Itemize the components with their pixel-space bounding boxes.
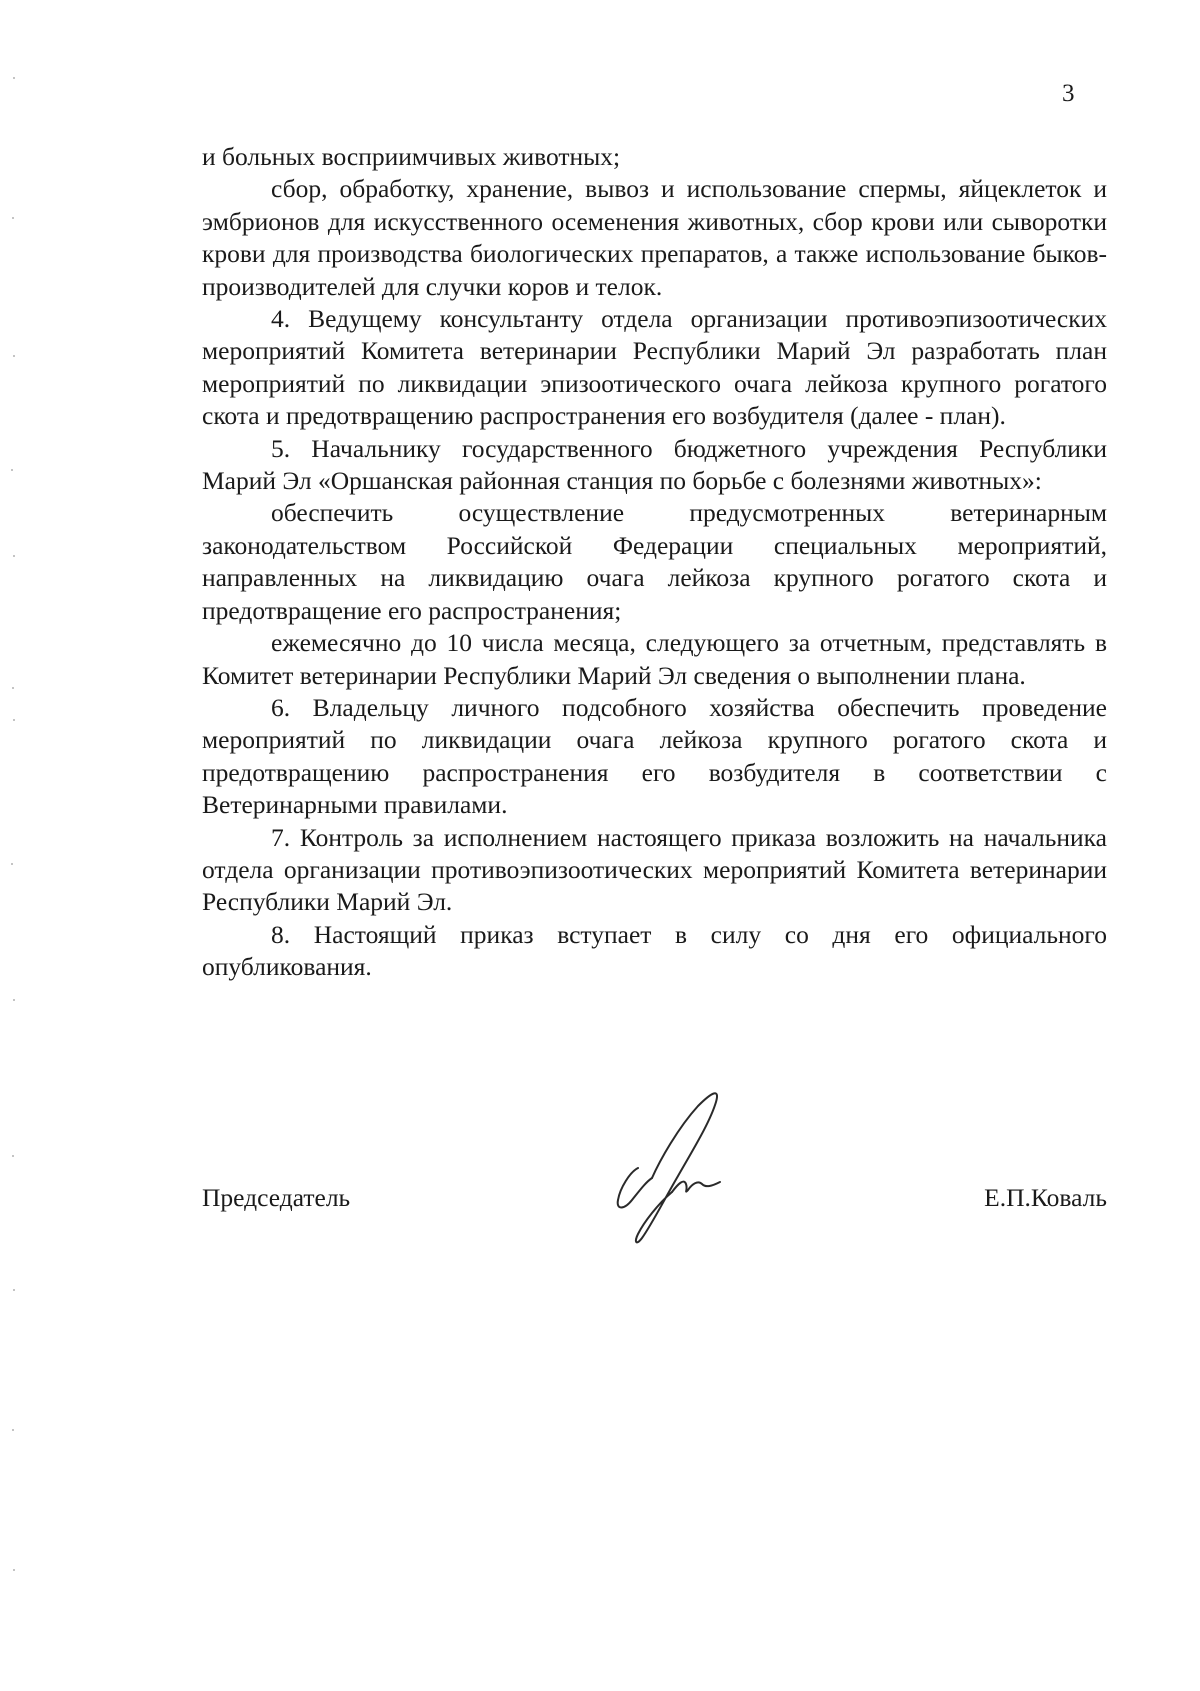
document-body: [202, 141, 1107, 984]
signer-position: Председатель: [202, 1183, 351, 1212]
scan-edge-marks: [0, 0, 40, 1691]
paragraph: 6. Владельцу личного подсобного хозяйства обеспечить проведение мероприятий по ликвидации очага лейкоза крупного рогатого скота и предотвращению распространения его возбудителя в соответствии с Ветеринарными правилами.: [202, 692, 1107, 820]
paragraph: 8. Настоящий приказ вступает в силу со дня его официального опубликования.: [202, 919, 1107, 982]
paragraph: и больных восприимчивых животных;: [202, 142, 621, 171]
paragraph: 7. Контроль за исполнением настоящего приказа возложить на начальника отдела организации противоэпизоотических мероприятий Комитета ветеринарии Республики Марий Эл.: [202, 822, 1107, 917]
paragraph: 4. Ведущему консультанту отдела организации противоэпизоотических мероприятий Комитета ветеринарии Республики Марий Эл разработать план мероприятий по ликвидации эпизоотического очага лейкоза крупного рогатого скота и предотвращению распространения его возбудителя (далее - план).: [202, 304, 1107, 431]
paragraph: сбор, обработку, хранение, вывоз и использование спермы, яйцеклеток и эмбрионов для искусственного осеменения животных, сбор крови или сыворотки крови для производства биологических препаратов, а также использование быков-производителей для случки коров и телок.: [202, 174, 1107, 301]
handwritten-signature: [612, 1088, 752, 1248]
paragraph: обеспечить осуществление предусмотренных ветеринарным законодательством Российской Федерации специальных мероприятий, направленных на ликвидацию очага лейкоза крупного рогатого скота и предотвращение его распространения;: [202, 498, 1107, 625]
page-number: 3: [1062, 80, 1075, 107]
paragraph: ежемесячно до 10 числа месяца, следующего за отчетным, представлять в Комитет ветеринарии Республики Марий Эл сведения о выполнении плана.: [202, 628, 1107, 690]
paragraph: 5. Начальнику государственного бюджетного учреждения Республики Марий Эл «Оршанская районная станция по борьбе с болезнями животных»:: [202, 433, 1107, 496]
signer-name: Е.П.Коваль: [984, 1183, 1107, 1212]
